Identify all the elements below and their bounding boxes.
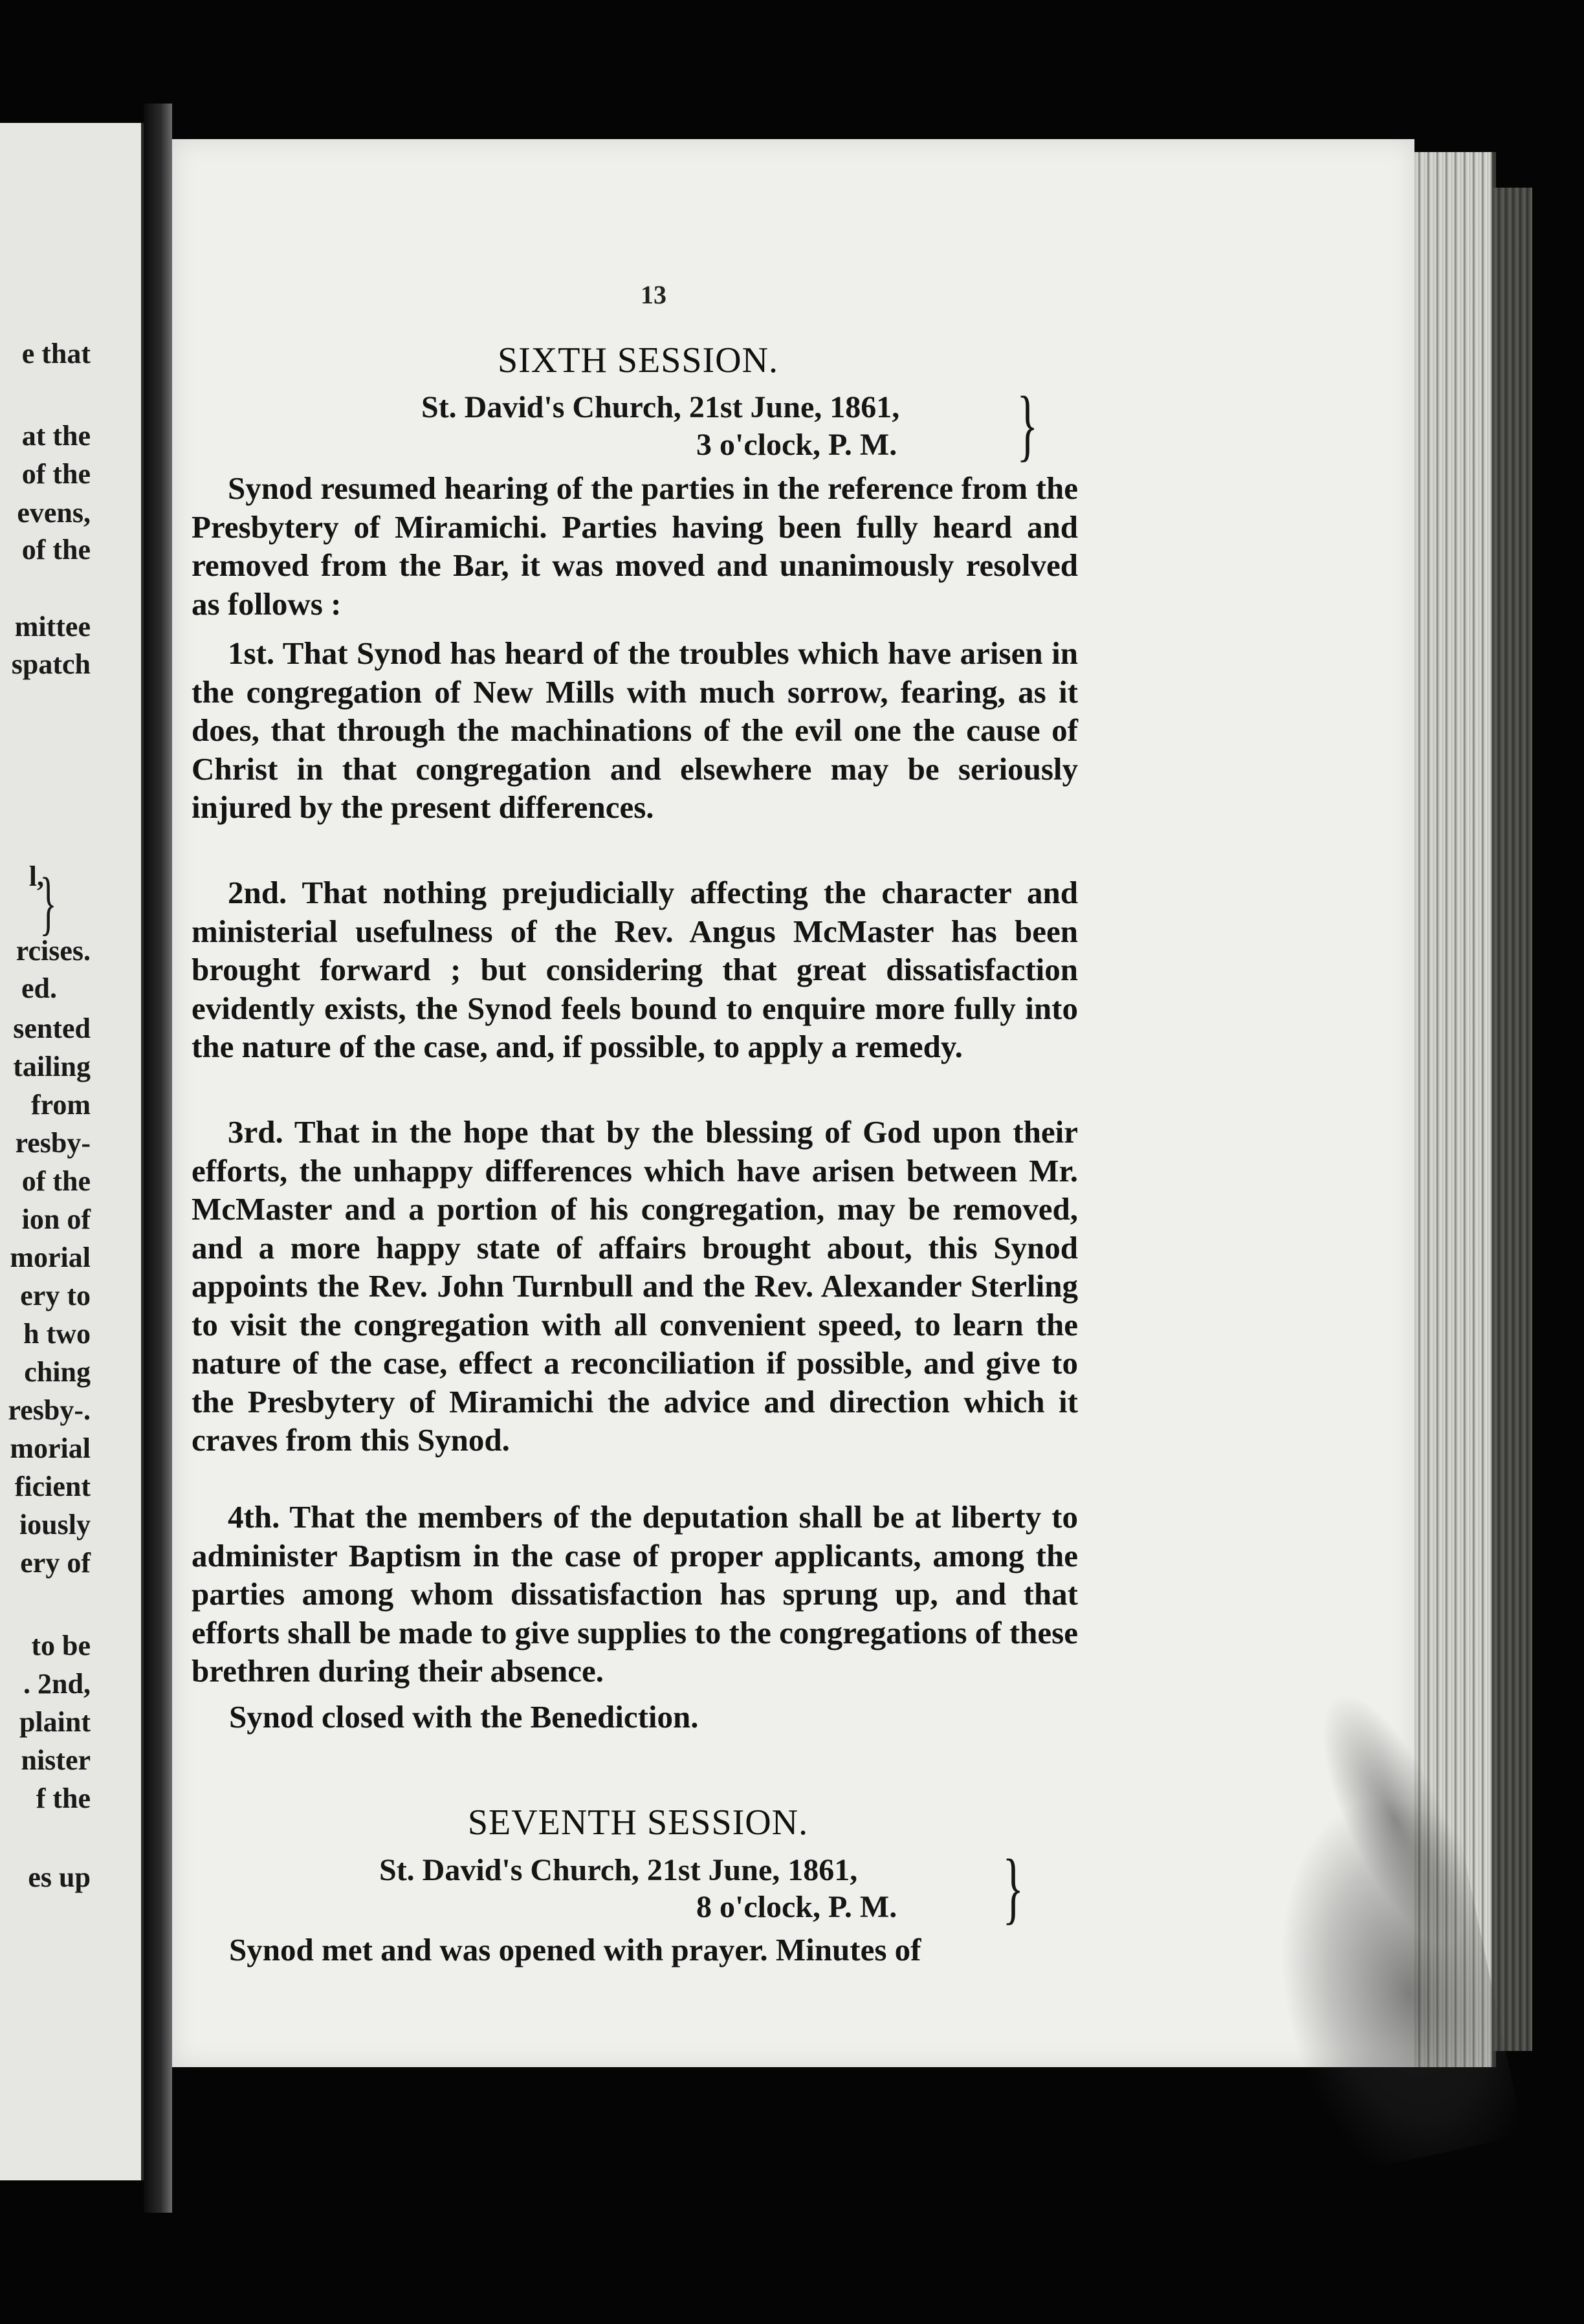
left-page-line: resby- <box>15 1127 91 1159</box>
left-page-line: plaint <box>19 1706 91 1738</box>
page-number: 13 <box>641 280 666 309</box>
left-page-line: evens, <box>17 497 91 529</box>
session-brace: } <box>1017 380 1039 469</box>
sixth-session-place: St. David's Church, 21st June, 1861, <box>421 390 900 424</box>
left-page-line: es up <box>28 1861 91 1893</box>
left-page-line: morial <box>10 1242 91 1273</box>
left-page-line: of the <box>21 1165 91 1197</box>
left-page-line: ion of <box>21 1203 91 1235</box>
left-page-line: iously <box>19 1509 91 1540</box>
seventh-session-heading: SEVENTH SESSION. <box>467 1803 809 1843</box>
paragraph-intro: Synod resumed hearing of the parties in the reference from the Presbytery of Miramichi. Parties having been fully heard and removed from the Bar, it was moved and unanimously resolved as follows : <box>192 470 1078 622</box>
left-page-line: h two <box>23 1318 91 1350</box>
left-page-line: of the <box>21 458 91 490</box>
closing-line: Synod closed with the Benediction. <box>229 1699 699 1735</box>
left-page-line: sented <box>13 1013 91 1044</box>
left-page-line: mittee <box>14 611 91 642</box>
book-gutter <box>144 104 172 2213</box>
left-page-line: to be <box>31 1630 91 1661</box>
left-page-line: at the <box>21 420 91 452</box>
resolution-second: 2nd. That nothing prejudicially affecting the character and ministerial usefulness of the Rev. Angus McMaster has been brought forward ; but considering that great dissatisfaction evidently exists, the Synod feels bound to enquire more fully into the nature of the case, and, if possible, to apply a remedy. <box>192 875 1078 1064</box>
left-page-line: e that <box>21 338 91 369</box>
left-page-line: nister <box>21 1744 91 1776</box>
seventh-session-opening: Synod met and was opened with prayer. Minutes of <box>229 1932 921 1968</box>
left-page-line: ery to <box>20 1280 91 1311</box>
left-page-line: of the <box>21 534 91 565</box>
book-cover-edge <box>1492 188 1532 2051</box>
session-brace: } <box>1002 1843 1024 1932</box>
left-page-line: ed. <box>21 972 57 1004</box>
left-page-line: l, <box>28 861 44 892</box>
left-page-line: tailing <box>13 1051 91 1082</box>
seventh-session-place: St. David's Church, 21st June, 1861, <box>379 1853 858 1887</box>
left-page-line: rcises. <box>16 935 91 967</box>
left-page-line: from <box>30 1089 91 1121</box>
sixth-session-heading: SIXTH SESSION. <box>497 340 779 380</box>
left-facing-page <box>0 123 145 2180</box>
left-page-line: f the <box>36 1782 91 1814</box>
seventh-session-time: 8 o'clock, P. M. <box>696 1890 897 1924</box>
left-page-line: spatch <box>11 648 91 680</box>
left-page-brace: } <box>39 863 57 942</box>
left-page-line: resby-. <box>8 1394 91 1426</box>
left-page-line: ficient <box>14 1471 91 1502</box>
left-page-line: . 2nd, <box>23 1668 91 1700</box>
resolution-first: 1st. That Synod has heard of the troubles which have arisen in the congregation of New Mills with much sorrow, fearing, as it does, that through the machinations of the evil one the cause of Christ in that congregation and elsewhere may be seriously injured by the present differences. <box>192 635 1078 825</box>
left-page-line: ery of <box>20 1547 91 1579</box>
resolution-fourth: 4th. That the members of the deputation shall be at liberty to administer Baptism in the case of proper applicants, among the parties among whom dissatisfaction has sprung up, and that efforts shall be made to give supplies to the congregations of these brethren during their absence. <box>192 1499 1078 1689</box>
left-page-line: ching <box>24 1356 91 1388</box>
resolution-third: 3rd. That in the hope that by the blessing of God upon their efforts, the unhappy differences which have arisen between Mr. McMaster and a portion of his congregation, may be removed, and a more happy state of affairs brought about, this Synod appoints the Rev. John Turnbull and the Rev. Alexander Sterling to visit the congregation with all convenient speed, to learn the nature of the case, effect a reconciliation if possible, and give to the Presbytery of Miramichi the advice and direction which it craves from this Synod. <box>192 1114 1078 1458</box>
left-page-line: morial <box>10 1432 91 1464</box>
sixth-session-time: 3 o'clock, P. M. <box>696 428 897 462</box>
